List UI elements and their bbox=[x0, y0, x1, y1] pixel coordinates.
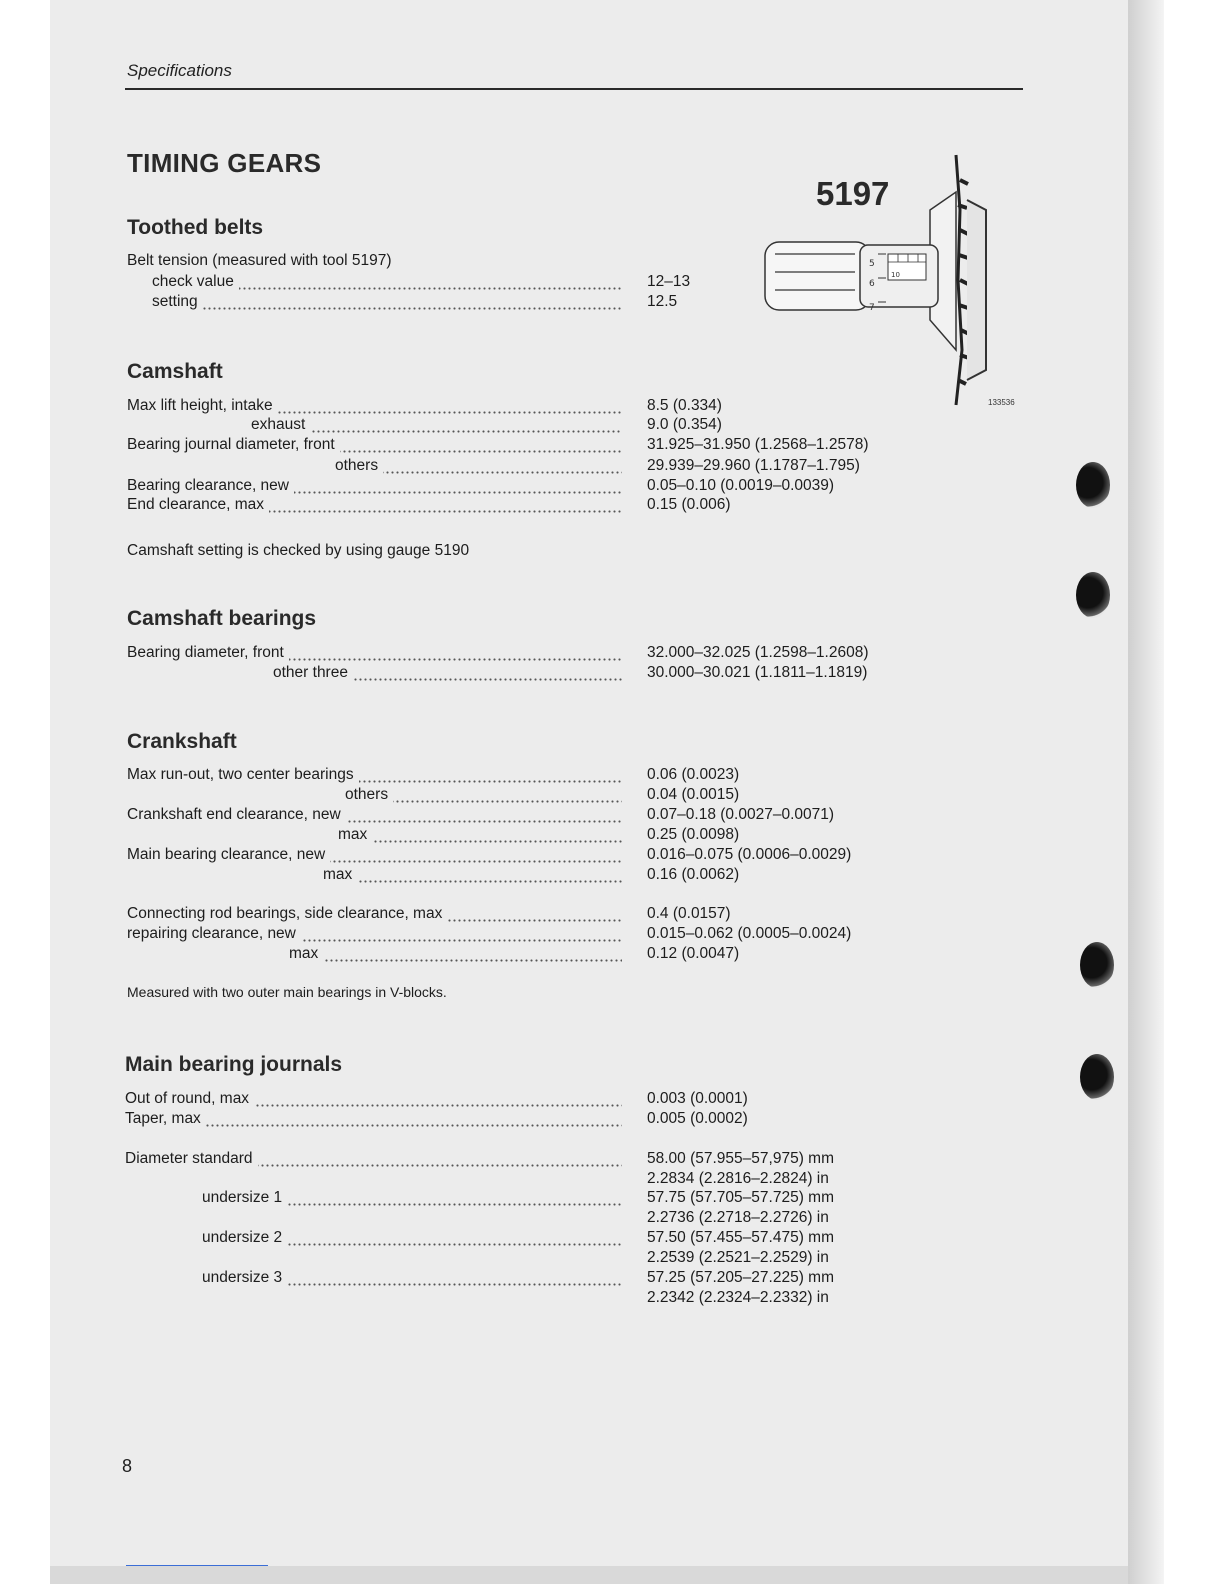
spec-label: Crankshaft end clearance, new bbox=[127, 806, 346, 823]
spec-value: 57.25 (57.205–27.225) mm bbox=[647, 1269, 834, 1286]
spec-value: 31.925–31.950 (1.2568–1.2578) bbox=[647, 436, 869, 453]
spec-value: 0.15 (0.006) bbox=[647, 496, 731, 513]
section-title-toothed-belts: Toothed belts bbox=[127, 216, 264, 239]
gauge-tick-5: 5 bbox=[869, 259, 875, 269]
crankshaft-note: Measured with two outer main bearings in V-blocks. bbox=[127, 984, 447, 1000]
tool-number: 5197 bbox=[816, 175, 890, 212]
spec-value: 9.0 (0.354) bbox=[647, 416, 722, 433]
toothed-belts-intro: Belt tension (measured with tool 5197) bbox=[127, 252, 392, 269]
spec-label: max bbox=[323, 866, 357, 883]
page-right-edge bbox=[1128, 0, 1164, 1584]
spec-value: 0.16 (0.0062) bbox=[647, 866, 740, 883]
spec-label: Bearing clearance, new bbox=[127, 477, 294, 494]
spec-value: 0.015–0.062 (0.0005–0.0024) bbox=[647, 925, 852, 942]
scan-margin-right bbox=[1164, 0, 1224, 1584]
scan-link-underline bbox=[126, 1565, 268, 1566]
spec-value: 2.2736 (2.2718–2.2726) in bbox=[647, 1209, 829, 1226]
spec-label: Taper, max bbox=[125, 1110, 206, 1127]
binder-hole bbox=[1076, 462, 1110, 508]
spec-label: undersize 1 bbox=[202, 1189, 287, 1206]
camshaft-note: Camshaft setting is checked by using gauge 5190 bbox=[127, 542, 470, 559]
spec-label: exhaust bbox=[251, 416, 310, 433]
spec-label: Main bearing clearance, new bbox=[127, 846, 330, 863]
spec-value: 0.06 (0.0023) bbox=[647, 766, 740, 783]
gauge-tick-10: 10 bbox=[891, 271, 900, 279]
page-number: 8 bbox=[122, 1456, 133, 1476]
page-title: TIMING GEARS bbox=[127, 148, 322, 178]
spec-label: Max run-out, two center bearings bbox=[127, 766, 359, 783]
spec-label: undersize 2 bbox=[202, 1229, 287, 1246]
binder-hole bbox=[1080, 1054, 1114, 1100]
section-title-main-bearing-journals: Main bearing journals bbox=[125, 1053, 343, 1076]
spec-value: 0.07–0.18 (0.0027–0.0071) bbox=[647, 806, 835, 823]
spec-label: others bbox=[345, 786, 393, 803]
spec-value: 0.005 (0.0002) bbox=[647, 1110, 748, 1127]
spec-label: setting bbox=[152, 293, 203, 310]
spec-value: 2.2834 (2.2816–2.2824) in bbox=[647, 1170, 829, 1187]
spec-value: 8.5 (0.334) bbox=[647, 397, 722, 414]
spec-label: Diameter standard bbox=[125, 1150, 258, 1167]
binder-hole bbox=[1080, 942, 1114, 988]
gauge-tick-6: 6 bbox=[869, 279, 875, 289]
spec-label: repairing clearance, new bbox=[127, 925, 301, 942]
binder-hole bbox=[1076, 572, 1110, 618]
tool-body-illustration bbox=[765, 192, 956, 350]
spec-value: 0.04 (0.0015) bbox=[647, 786, 740, 803]
spec-value: 32.000–32.025 (1.2598–1.2608) bbox=[647, 644, 869, 661]
scan-margin-left bbox=[0, 0, 50, 1584]
spec-label: End clearance, max bbox=[127, 496, 269, 513]
spec-label: Out of round, max bbox=[125, 1090, 254, 1107]
spec-value: 30.000–30.021 (1.1811–1.1819) bbox=[647, 664, 868, 681]
belt-tension-tool-figure bbox=[760, 150, 1000, 410]
spec-label: Connecting rod bearings, side clearance, max bbox=[127, 905, 447, 922]
spec-label: Bearing journal diameter, front bbox=[127, 436, 340, 453]
spec-value: 0.016–0.075 (0.0006–0.0029) bbox=[647, 846, 852, 863]
spec-label: Bearing diameter, front bbox=[127, 644, 289, 661]
spec-label: others bbox=[335, 457, 383, 474]
spec-value: 57.75 (57.705–57.725) mm bbox=[647, 1189, 834, 1206]
section-title-crankshaft: Crankshaft bbox=[127, 730, 237, 753]
spec-value: 12.5 bbox=[647, 293, 678, 310]
spec-value: 57.50 (57.455–57.475) mm bbox=[647, 1229, 834, 1246]
spec-value: 2.2539 (2.2521–2.2529) in bbox=[647, 1249, 829, 1266]
spec-label: check value bbox=[152, 273, 239, 290]
spec-label: undersize 3 bbox=[202, 1269, 287, 1286]
spec-value: 0.12 (0.0047) bbox=[647, 945, 740, 962]
spec-label: max bbox=[338, 826, 372, 843]
gauge-tick-7: 7 bbox=[869, 303, 875, 313]
spec-value: 0.05–0.10 (0.0019–0.0039) bbox=[647, 477, 835, 494]
spec-label: max bbox=[289, 945, 323, 962]
spec-value: 58.00 (57.955–57,975) mm bbox=[647, 1150, 834, 1167]
spec-label: Max lift height, intake bbox=[127, 397, 278, 414]
page-bottom-edge bbox=[50, 1566, 1128, 1584]
spec-value: 0.25 (0.0098) bbox=[647, 826, 740, 843]
running-header: Specifications bbox=[127, 61, 232, 80]
spec-value: 2.2342 (2.2324–2.2332) in bbox=[647, 1289, 829, 1306]
section-title-camshaft-bearings: Camshaft bearings bbox=[127, 607, 317, 630]
spec-value: 0.003 (0.0001) bbox=[647, 1090, 748, 1107]
drive-belt-illustration bbox=[956, 155, 986, 405]
spec-value: 0.4 (0.0157) bbox=[647, 905, 731, 922]
spec-value: 29.939–29.960 (1.1787–1.795) bbox=[647, 457, 860, 474]
figure-id: 133536 bbox=[988, 398, 1015, 407]
section-title-camshaft: Camshaft bbox=[127, 360, 223, 383]
spec-label: other three bbox=[273, 664, 353, 681]
spec-value: 12–13 bbox=[647, 273, 691, 290]
header-rule bbox=[125, 88, 1023, 90]
